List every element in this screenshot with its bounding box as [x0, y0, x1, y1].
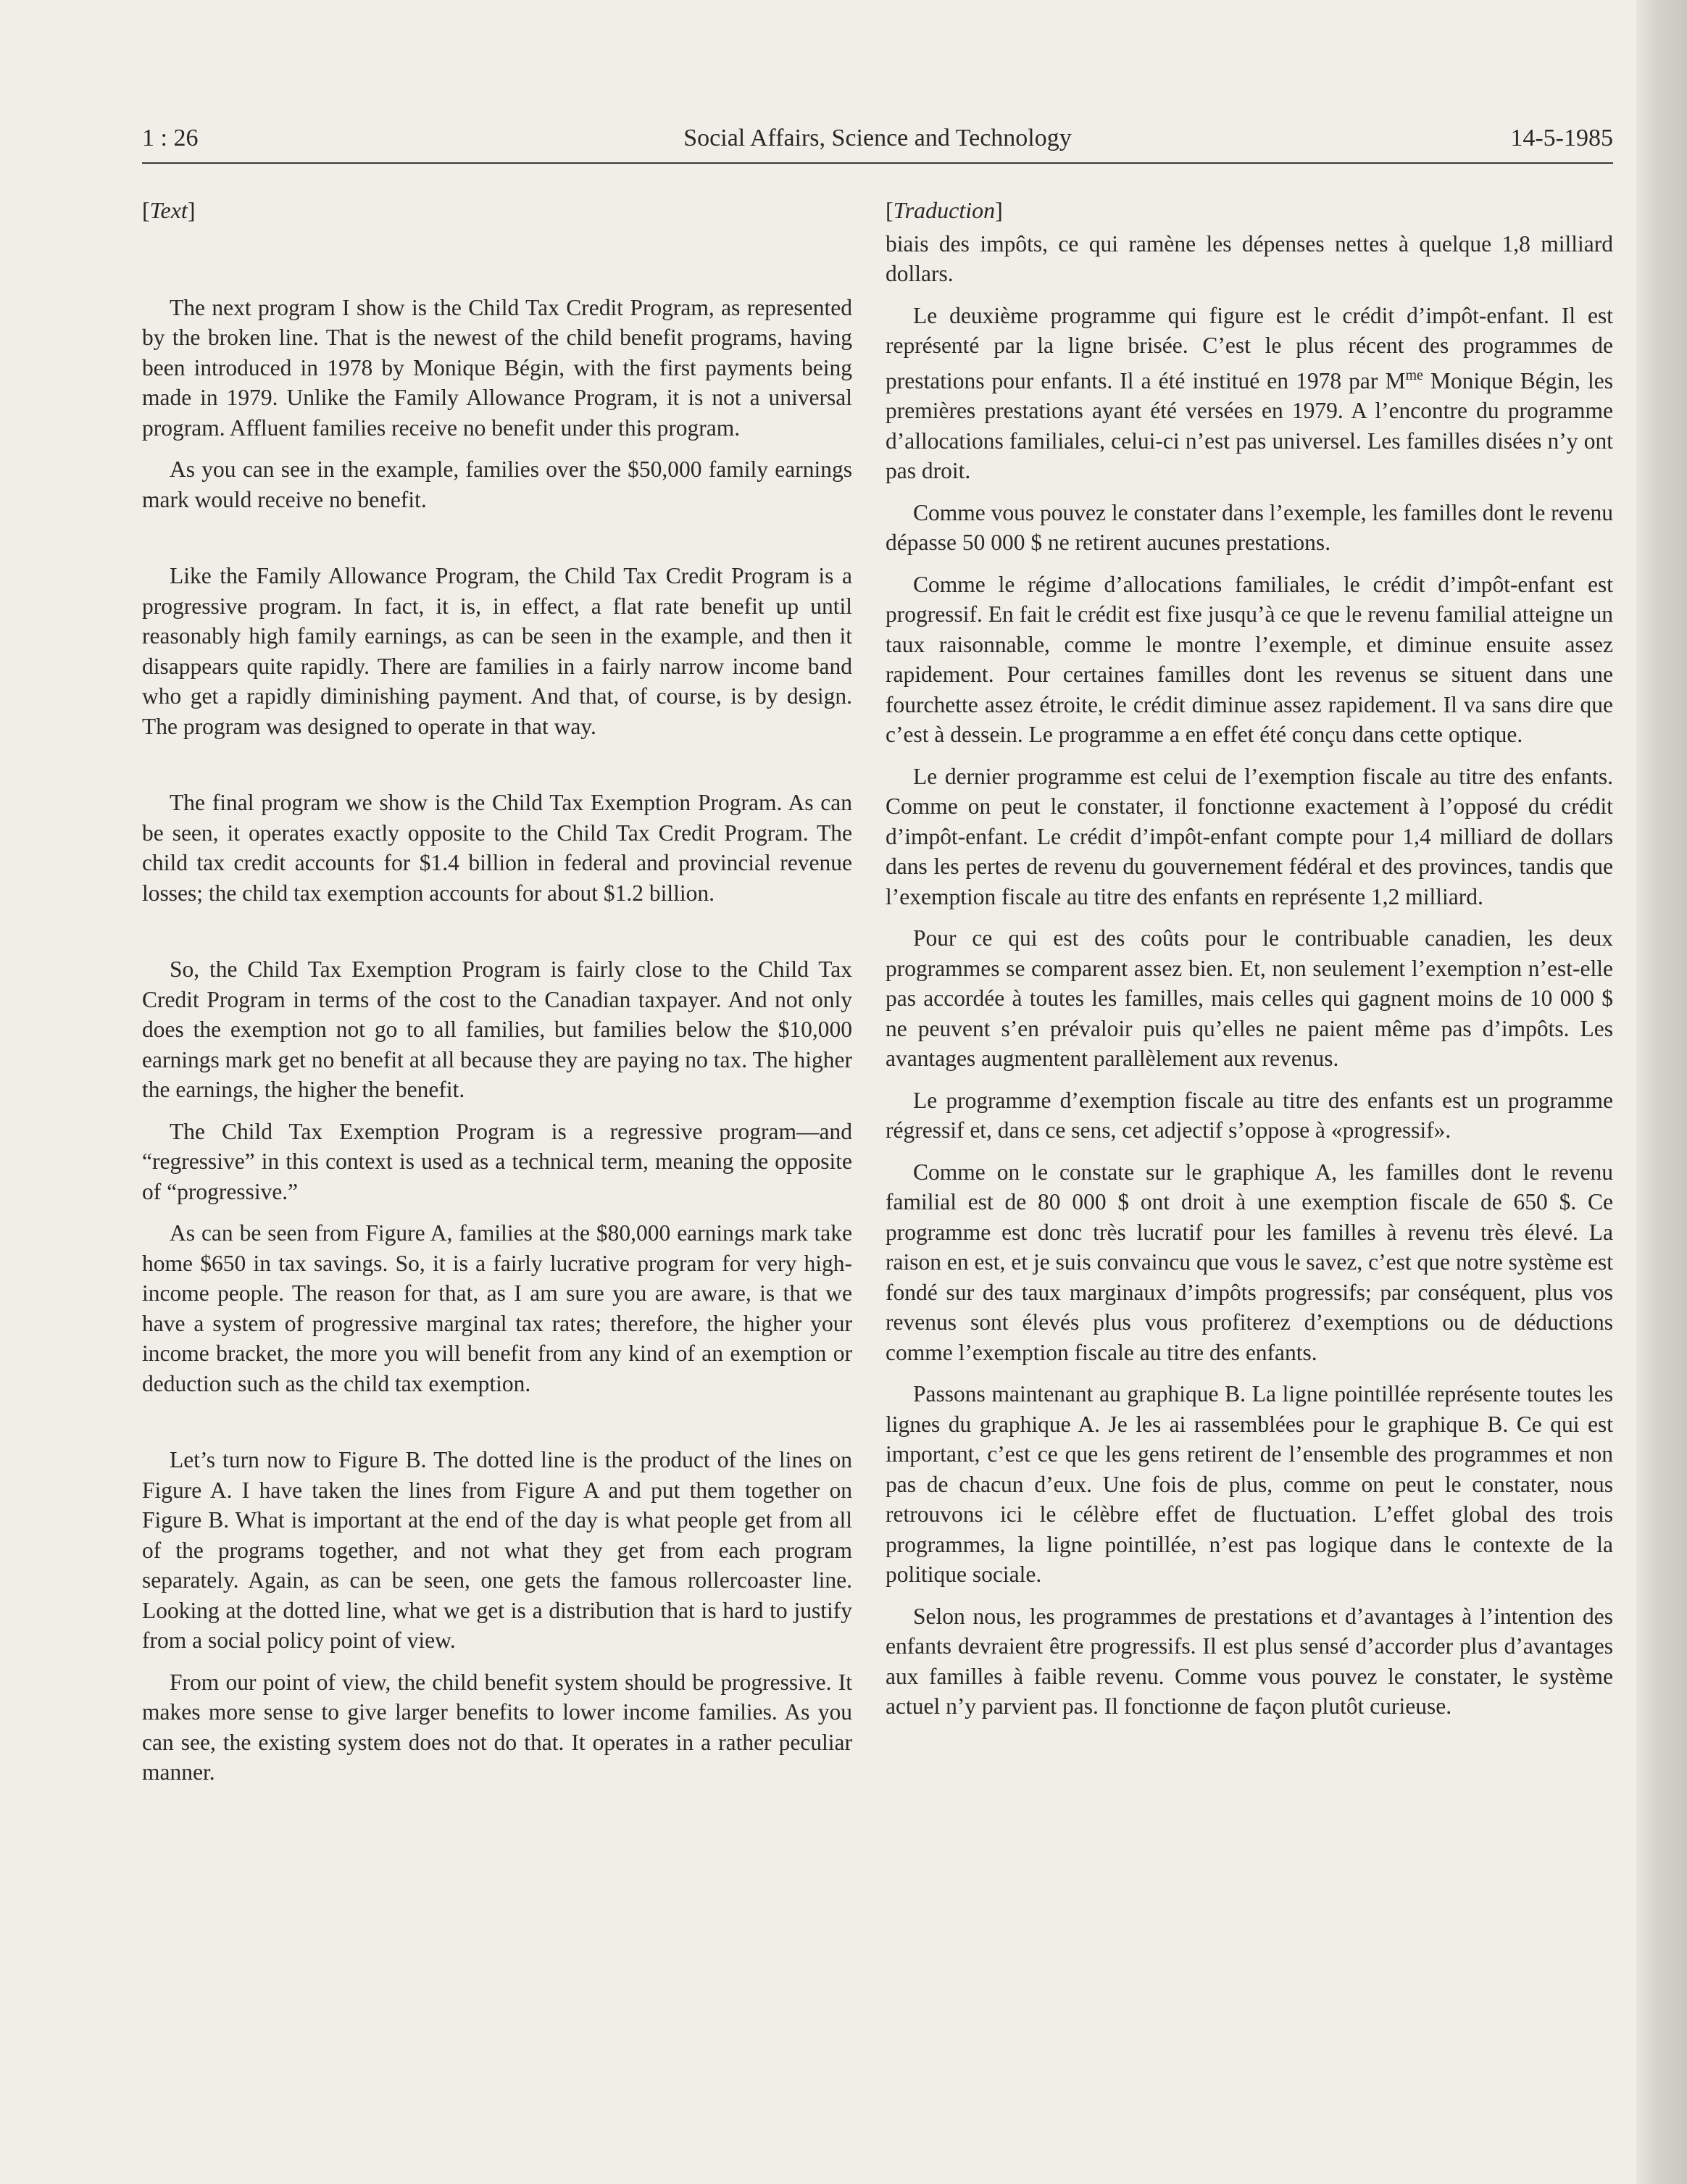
section-label-text: [Text]: [142, 197, 196, 223]
superscript: me: [1405, 367, 1423, 383]
committee-title: Social Affairs, Science and Technology: [683, 125, 1072, 151]
paragraph: The final program we show is the Child Tax Exemption Program. As can be seen, it operates exactly opposite to the Child Tax Credit Program. The child tax credit accounts for $1.4 billion in federal and provincial revenue losses; the child tax exemption accounts for about $1.2 billion.: [142, 790, 852, 906]
page-number: 1 : 26: [142, 125, 199, 151]
paragraph: Comme on le constate sur le graphique A, les familles dont le revenu familial est de 80 000 $ ont droit à une exemption fiscale de 650 $. Ce programme est donc très lucratif pour les familles à revenu très élevé. La raison en est, et je suis convaincu que vous le savez, c’est que notre système est fondé sur des taux marginaux d’impôts progressifs; par conséquent, plus vos revenus sont élevés plus vous profiterez d’exemptions ou de déductions comme l’exemption fiscale au titre des enfants.: [886, 1159, 1613, 1365]
paragraph: Passons maintenant au graphique B. La ligne pointillée représente toutes les lignes du graphique A. Je les ai rassemblées pour le graphique B. Ce qui est important, c’est ce que les gens retirent de l’ensemble des programmes et non pas de chacun d’eux. Une fois de plus, comme on peut le constater, nous retrouvons ici le célèbre effet de fluctuation. L’effet global des trois programmes, la ligne pointillée, n’est pas logique dans le contexte de la politique sociale.: [886, 1381, 1613, 1587]
page-header: [142, 125, 1613, 165]
section-label-traduction: [Traduction]: [886, 197, 1003, 223]
paragraph: Le dernier programme est celui de l’exemption fiscale au titre des enfants. Comme on peut le constater, il fonctionne exactement à l’opposé du crédit d’impôt-enfant. Le crédit d’impôt-enfant compte pour 1,4 milliard de dollars dans les pertes de revenu du gouvernement fédéral et des provinces, tandis que l’exemption fiscale au titre des enfants en représente 1,2 milliard.: [886, 763, 1613, 909]
paragraph: Comme vous pouvez le constater dans l’exemple, les familles dont le revenu dépasse 50 000 $ ne retirent aucunes prestations.: [886, 499, 1613, 555]
paragraph: Pour ce qui est des coûts pour le contribuable canadien, les deux programmes se comparent assez bien. Et, non seulement l’exemption n’est-elle pas accordée à toutes les familles, mais celles qui gagnent moins de 10 000 $ ne peuvent s’en prévaloir puis qu’elles ne paient même pas d’impôts. Les avantages augmentent parallèlement aux revenus.: [886, 925, 1613, 1071]
paragraph: Comme le régime d’allocations familiales, le crédit d’impôt-enfant est progressif. En fait le crédit est fixe jusqu’à ce que le revenu familial atteigne un taux raisonnable, comme le montre l’exemple, et diminue ensuite assez rapidement. Pour certaines familles dont les revenus se situent dans une fourchette assez étroite, le crédit diminue assez rapidement. Il va sans dire que c’est à dessein. Le programme a en effet été conçu dans cette optique.: [886, 571, 1613, 747]
french-column: [886, 196, 1613, 1733]
header-rule: [142, 162, 1613, 164]
paragraph: The Child Tax Exemption Program is a regressive program—and “regressive” in this context is used as a technical term, meaning the opposite of “progressive.”: [142, 1118, 852, 1204]
paragraph: As can be seen from Figure A, families at the $80,000 earnings mark take home $650 in tax savings. So, it is a fairly lucrative program for very high-income people. The reason for that, as I am sure you are aware, is that we have a system of progressive marginal tax rates; therefore, the higher your income bracket, the more you will benefit from any kind of an exemption or deduction such as the child tax exemption.: [142, 1220, 852, 1396]
paragraph: The next program I show is the Child Tax Credit Program, as represented by the broken line. That is the newest of the child benefit programs, having been introduced in 1978 by Monique Bégin, with the first payments being made in 1979. Unlike the Family Allowance Program, it is not a universal program. Affluent families receive no benefit under this program.: [142, 294, 852, 441]
paragraph: Selon nous, les programmes de prestations et d’avantages à l’intention des enfants devraient être progressifs. Il est plus sensé d’accorder plus d’avantages aux familles à faible revenu. Comme vous pouvez le constater, le système actuel n’y parvient pas. Il fonctionne de façon plutôt curieuse.: [886, 1603, 1613, 1719]
header-date: 14-5-1985: [1510, 125, 1613, 151]
paragraph: Le deuxième programme qui figure est le crédit d’impôt-enfant. Il est représenté par la ligne brisée. C’est le plus récent des programmes de prestations pour enfants. Il a été institué en 1978 par $M^{me}$ Monique Bégin, les premières prestations ayant été versées en 1979. A l’encontre du programme d’allocations familiales, celui-ci n’est pas universel. Les familles disées n’y ont pas droit.: [886, 302, 1613, 483]
paragraph: From our point of view, the child benefit system should be progressive. It makes more sense to give larger benefits to lower income families. As you can see, the existing system does not do that. It operates in a rather peculiar manner.: [142, 1669, 852, 1785]
page-edge: [1636, 0, 1687, 2184]
english-column: [142, 196, 852, 1799]
paragraph: Le programme d’exemption fiscale au titre des enfants est un programme régressif et, dans ce sens, cet adjectif s’oppose à «progressif».: [886, 1087, 1613, 1143]
paragraph-continuation: biais des impôts, ce qui ramène les dépenses nettes à quelque 1,8 milliard dollars.: [886, 230, 1613, 286]
paragraph: As you can see in the example, families over the $50,000 family earnings mark would receive no benefit.: [142, 457, 852, 512]
paragraph: Like the Family Allowance Program, the Child Tax Credit Program is a progressive program. In fact, it is, in effect, a flat rate benefit up until reasonably high family earnings, as can be seen in the example, and then it disappears quite rapidly. There are families in a fairly narrow income band who get a rapidly diminishing payment. And that, of course, is by design. The program was designed to operate in that way.: [142, 563, 852, 739]
paragraph: So, the Child Tax Exemption Program is fairly close to the Child Tax Credit Program in terms of the cost to the Canadian taxpayer. And not only does the exemption not go to all families, but families below the $10,000 earnings mark get no benefit at all because they are paying no tax. The higher the earnings, the higher the benefit.: [142, 956, 852, 1102]
paragraph: Let’s turn now to Figure B. The dotted line is the product of the lines on Figure A. I have taken the lines from Figure A and put them together on Figure B. What is important at the end of the day is what people get from all of the programs together, and not what they get from each program separately. Again, as can be seen, one gets the famous rollercoaster line. Looking at the dotted line, what we get is a distribution that is hard to justify from a social policy point of view.: [142, 1447, 852, 1653]
